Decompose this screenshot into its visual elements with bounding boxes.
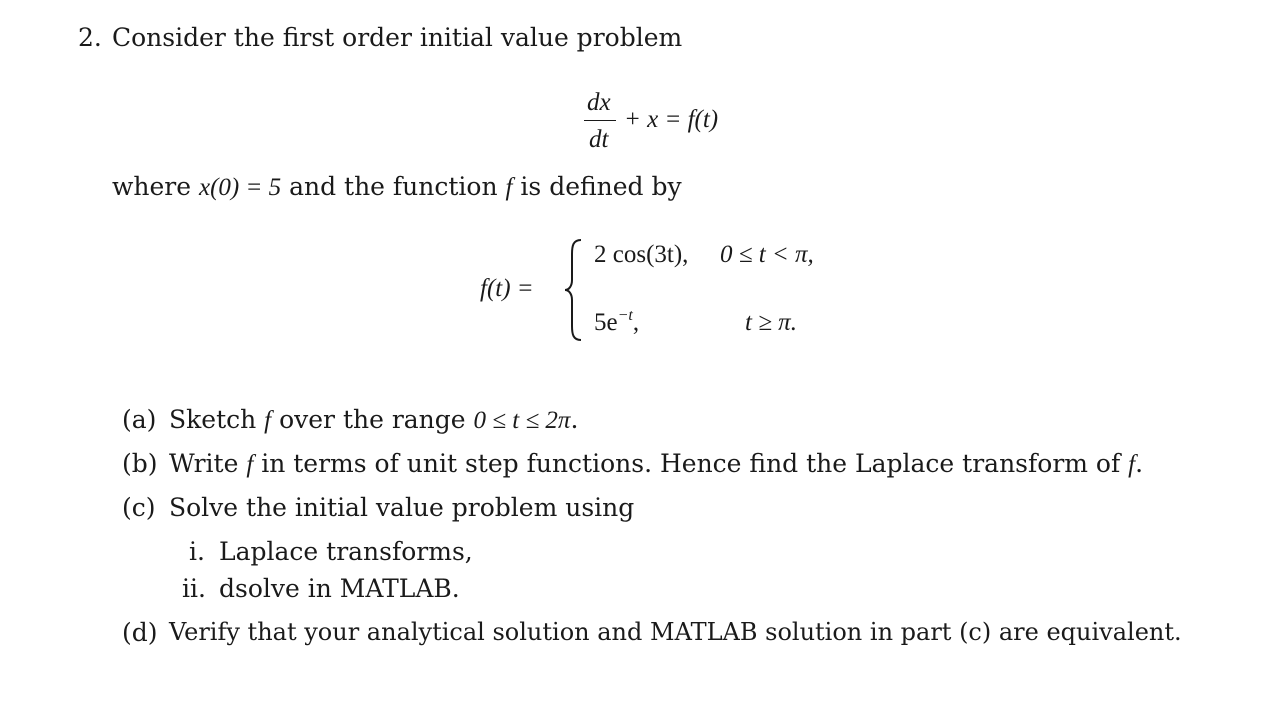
condition-math: x(0) = 5 [199, 174, 282, 201]
case1-cond: 0 ≤ t < π, [720, 241, 814, 268]
condition-line [112, 174, 682, 200]
ode-rhs: + x = f(t) [624, 106, 719, 133]
part-b-text: Write f in terms of unit step functions. Hence find the Laplace transform of f. [169, 449, 1144, 478]
part-c-text: Solve the initial value problem using [169, 493, 635, 522]
question-intro: Consider the first order initial value problem [112, 23, 683, 52]
part-c-label: (c) [122, 493, 156, 522]
subpart-i-text: Laplace transforms, [219, 537, 473, 566]
ode-numerator: dx [587, 89, 611, 116]
question-number: 2. [78, 23, 102, 52]
part-d-label: (d) [122, 618, 158, 647]
part-b-label: (b) [122, 449, 158, 478]
condition-prefix: where [112, 172, 199, 201]
case1-expr: 2 cos(3t), [594, 241, 689, 268]
part-a-text: Sketch f over the range 0 ≤ t ≤ 2π. [169, 405, 579, 434]
subpart-ii-text: dsolve in MATLAB. [219, 574, 460, 603]
part-a-label: (a) [122, 405, 157, 434]
ode-denominator: dt [589, 126, 609, 153]
case2-expr: $5e^{-t}$, [594, 307, 640, 336]
case2-cond: t ≥ π. [745, 309, 797, 336]
subpart-ii-label: ii. [182, 574, 206, 603]
piecewise-lhs: f(t) = [480, 275, 534, 302]
part-d-text: Verify that your analytical solution and MATLAB solution in part (c) are equivalent. [169, 618, 1182, 646]
subpart-i-label: i. [189, 537, 205, 566]
condition-f: f [505, 174, 513, 201]
left-brace-icon [563, 238, 585, 342]
fraction-bar [584, 120, 616, 121]
condition-suffix: and the function [281, 172, 506, 201]
condition-end: is defined by [512, 172, 682, 201]
